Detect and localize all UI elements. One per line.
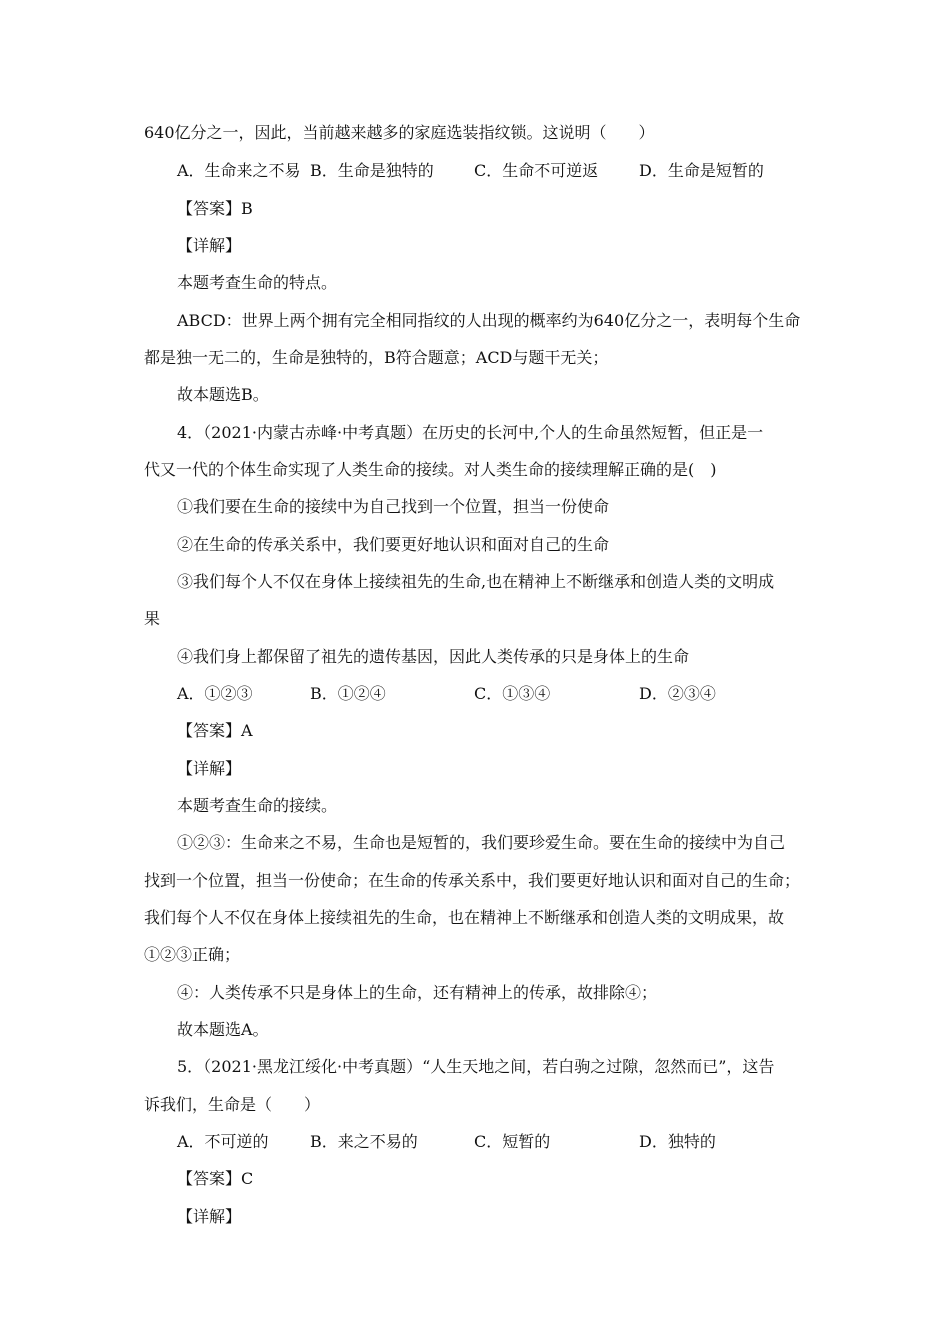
q3-detail-line: ABCD：世界上两个拥有完全相同指纹的人出现的概率约为640亿分之一，表明每个生命	[177, 311, 801, 330]
q4-option-c: C．①③④	[474, 684, 551, 703]
q3-option-a: A．生命来之不易	[177, 161, 301, 180]
q5-stem: 诉我们，生命是（ ）	[144, 1095, 321, 1114]
q5-detail-heading: 【详解】	[177, 1207, 242, 1226]
q4-detail-heading: 【详解】	[177, 759, 242, 778]
q4-conclusion: 故本题选A。	[177, 1020, 269, 1039]
q3-option-d: D．生命是短暂的	[639, 161, 764, 180]
q4-statement-3: 果	[144, 609, 161, 628]
q3-stem-tail: 640亿分之一，因此，当前越来越多的家庭选装指纹锁。这说明（ ）	[144, 123, 655, 142]
q4-detail-line: 本题考查生命的接续。	[177, 796, 338, 815]
q4-statement-2: ②在生命的传承关系中，我们要更好地认识和面对自己的生命	[177, 535, 610, 554]
q3-conclusion: 故本题选B。	[177, 385, 269, 404]
q5-stem: 5．（2021·黑龙江绥化·中考真题）“人生天地之间，若白驹之过隙，忽然而已”，这告	[177, 1057, 775, 1076]
q3-option-c: C．生命不可逆返	[474, 161, 599, 180]
q4-option-b: B．①②④	[310, 684, 386, 703]
q5-option-d: D．独特的	[639, 1132, 716, 1151]
q4-statement-4: ④我们身上都保留了祖先的遗传基因，因此人类传承的只是身体上的生命	[177, 647, 690, 666]
q4-statement-1: ①我们要在生命的接续中为自己找到一个位置，担当一份使命	[177, 497, 610, 516]
q4-detail-line: ①②③：生命来之不易，生命也是短暂的，我们要珍爱生命。要在生命的接续中为自己	[177, 833, 786, 852]
q3-options	[177, 160, 797, 182]
q4-statement-3: ③我们每个人不仅在身体上接续祖先的生命,也在精神上不断继承和创造人类的文明成	[177, 572, 775, 591]
q3-detail-line: 都是独一无二的，生命是独特的，B符合题意；ACD与题干无关；	[144, 348, 609, 367]
q5-option-a: A．不可逆的	[177, 1132, 269, 1151]
q5-answer: 【答案】C	[177, 1169, 254, 1188]
q4-detail-line: ①②③正确；	[144, 945, 241, 964]
q4-detail-line: 我们每个人不仅在身体上接续祖先的生命，也在精神上不断继承和创造人类的文明成果，故	[144, 908, 785, 927]
q5-option-b: B．来之不易的	[310, 1132, 418, 1151]
q4-option-a: A．①②③	[177, 684, 253, 703]
q4-detail-line: ④：人类传承不只是身体上的生命，还有精神上的传承，故排除④；	[177, 983, 658, 1002]
q4-stem: 代又一代的个体生命实现了人类生命的接续。对人类生命的接续理解正确的是( )	[144, 460, 717, 479]
q5-options	[177, 1131, 797, 1153]
q4-option-d: D．②③④	[639, 684, 716, 703]
q5-option-c: C．短暂的	[474, 1132, 551, 1151]
q3-detail-line: 本题考查生命的特点。	[177, 273, 338, 292]
q4-options	[177, 683, 797, 705]
q3-detail-heading: 【详解】	[177, 236, 242, 255]
q3-answer: 【答案】B	[177, 199, 253, 218]
q4-answer: 【答案】A	[177, 721, 253, 740]
q3-option-b: B．生命是独特的	[310, 161, 434, 180]
q4-detail-line: 找到一个位置，担当一份使命；在生命的传承关系中，我们要更好地认识和面对自己的生命；	[144, 871, 801, 890]
q4-stem: 4．（2021·内蒙古赤峰·中考真题）在历史的长河中,个人的生命虽然短暂，但正是一	[177, 423, 764, 442]
